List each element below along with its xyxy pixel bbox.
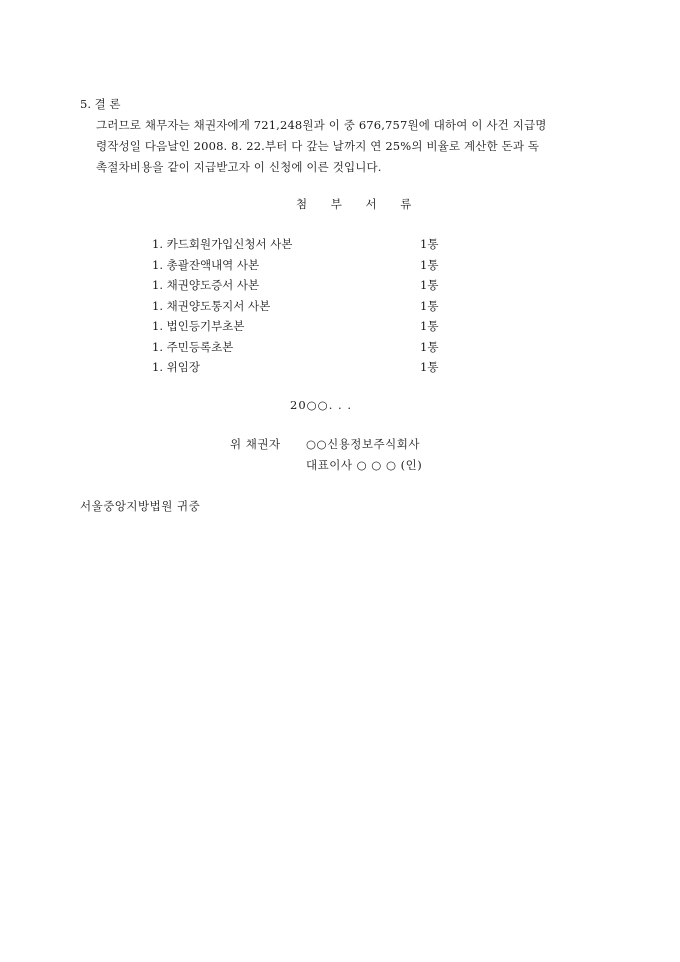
attachment-label: 1. 총괄잔액내역 사본 (152, 257, 260, 272)
conclusion-text-line-2: 령작성일 다음날인 2008. 8. 22.부터 다 갚는 날까지 연 25%의 비율로 계산한 돈과 독 (96, 139, 540, 153)
conclusion-text-line-3: 촉절차비용을 같이 지급받고자 이 신청에 이른 것입니다. (96, 160, 382, 174)
attachment-label: 1. 위임장 (152, 360, 200, 374)
section-heading-conclusion: 5. 결 론 (80, 97, 121, 111)
attachment-quantity: 1통 (420, 319, 439, 333)
attachment-quantity: 1통 (420, 237, 439, 251)
attachment-label: 1. 채권양도증서 사본 (152, 278, 260, 292)
list-item (152, 298, 452, 319)
filing-date: 20○○. . . (290, 398, 352, 412)
attachment-label: 1. 주민등록초본 (152, 339, 234, 354)
list-item (152, 257, 452, 278)
list-item (152, 339, 452, 360)
list-item (152, 359, 452, 380)
attachment-quantity: 1통 (420, 257, 439, 272)
creditor-name: ○○신용정보주식회사 (306, 437, 420, 451)
attachments-list (152, 236, 452, 380)
attachment-label: 1. 카드회원가입신청서 사본 (152, 237, 293, 251)
conclusion-text-line-1: 그러므로 채무자는 채권자에게 721,248원과 이 중 676,757원에 대하여 이 사건 지급명 (96, 118, 547, 132)
representative-signature-line: 대표이사 ○ ○ ○ (인) (306, 458, 423, 472)
attachment-quantity: 1통 (420, 278, 439, 292)
court-addressee: 서울중앙지방법원 귀중 (80, 499, 201, 513)
attachment-label: 1. 법인등기부초본 (152, 319, 245, 333)
attachments-title: 첨 부 서 류 (296, 197, 422, 211)
attachment-quantity: 1통 (420, 339, 439, 354)
list-item (152, 236, 452, 257)
creditor-label: 위 채권자 (230, 437, 281, 451)
list-item (152, 318, 452, 339)
attachment-label: 1. 채권양도통지서 사본 (152, 298, 271, 313)
list-item (152, 277, 452, 298)
attachment-quantity: 1통 (420, 360, 439, 374)
attachment-quantity: 1통 (420, 298, 439, 313)
